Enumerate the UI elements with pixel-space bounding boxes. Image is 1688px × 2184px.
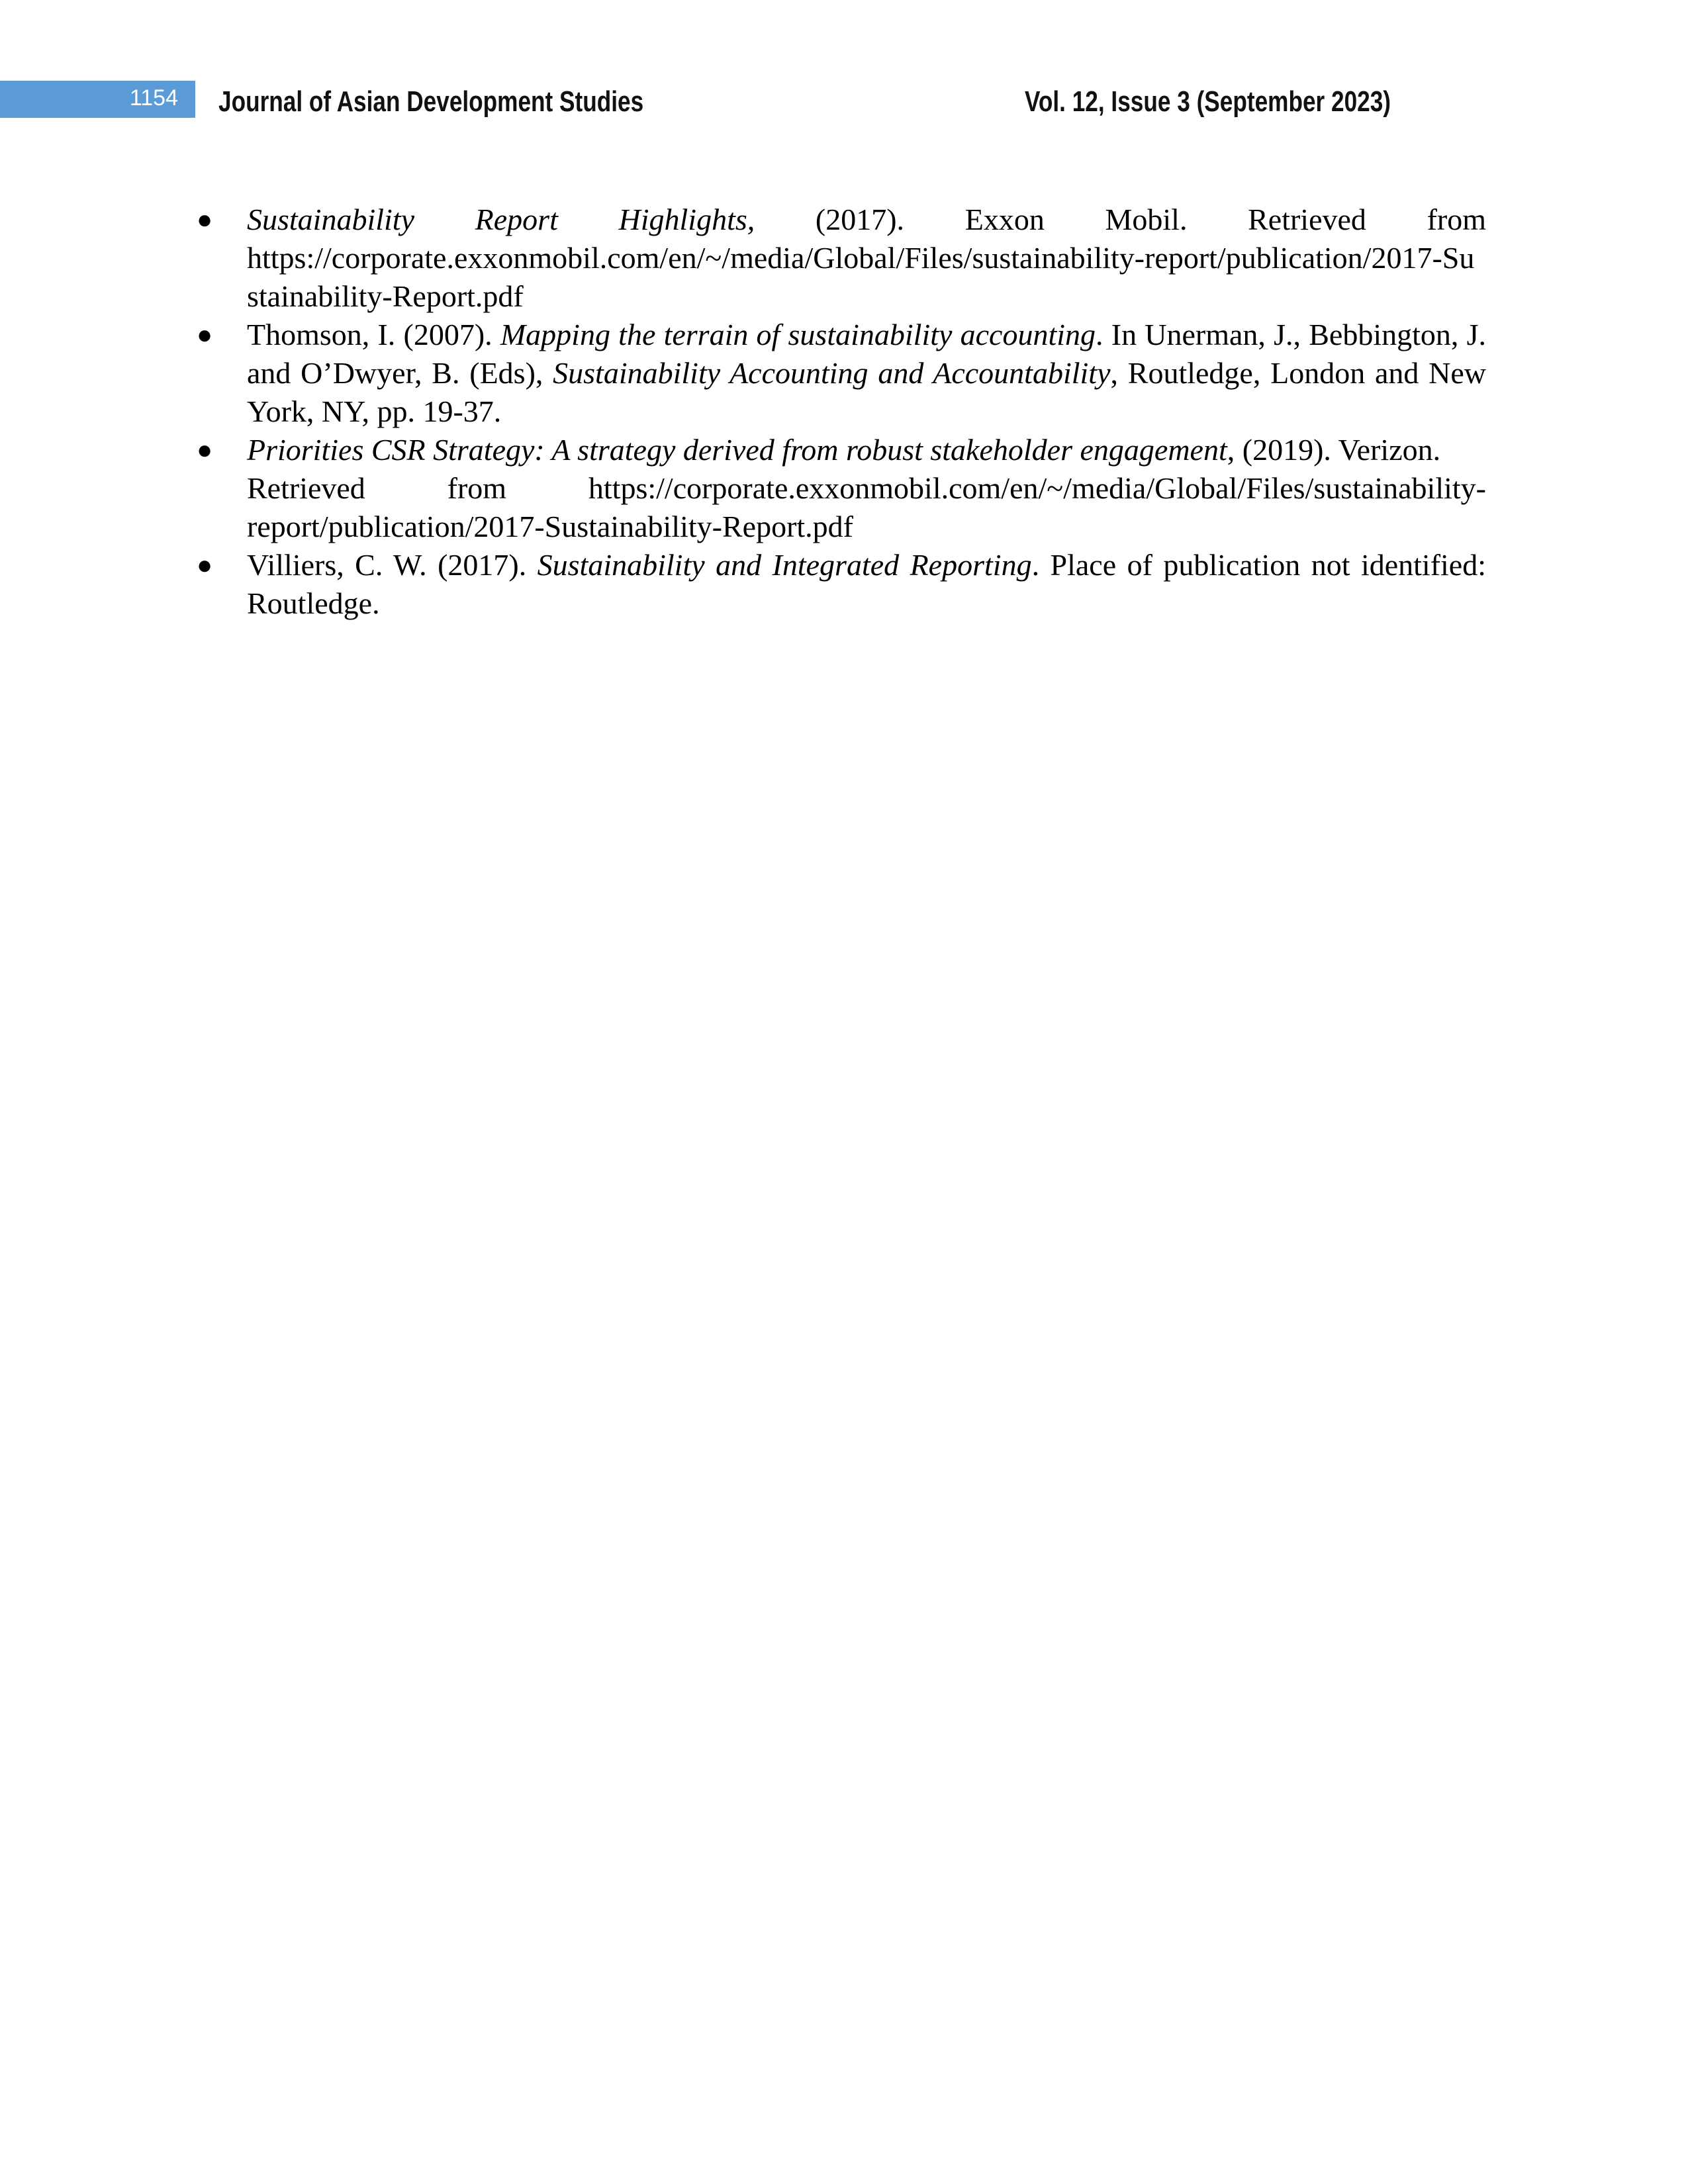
reference-title: Sustainability Report Highlights, — [247, 203, 755, 236]
reference-authors: Villiers, C. W. (2017). — [247, 548, 538, 582]
reference-retrieved[interactable]: Retrieved from https://corporate.exxonmobil.com/en/~/media/Global/Files/sustainability- — [247, 471, 1486, 505]
reference-url-line — [247, 508, 1486, 546]
reference-url-line — [247, 239, 1486, 316]
reference-item — [197, 546, 1486, 623]
reference-authors: Thomson, I. (2007). — [247, 318, 500, 351]
reference-item — [197, 316, 1487, 431]
reference-line — [247, 201, 1486, 239]
reference-details: . In Unerman, J., Bebbington, J. and O’Dwyer, B. (Eds), — [247, 318, 1487, 390]
reference-book-title: Sustainability Accounting and Accountability — [553, 356, 1111, 390]
reference-line — [247, 431, 1486, 469]
reference-list — [197, 201, 1487, 623]
bullet-icon: ● — [197, 205, 213, 234]
page-number-tab — [0, 81, 195, 118]
page-number: 1154 — [129, 85, 178, 111]
issue-info: Vol. 12, Issue 3 (September 2023) — [1025, 85, 1391, 118]
reference-retrieved-line — [247, 469, 1486, 508]
reference-title: Sustainability and Integrated Reporting — [537, 548, 1032, 582]
reference-details: (2017). Exxon Mobil. Retrieved from — [755, 203, 1486, 236]
reference-url[interactable]: https://corporate.exxonmobil.com/en/~/media/Global/Files/sustainability-report/publication/2017-Sustainability-Report.pdf — [247, 241, 1475, 313]
reference-line — [247, 546, 1486, 623]
reference-publisher: , Routledge, London and New York, NY, pp. 19-37. — [247, 356, 1486, 428]
reference-details: , (2019). Verizon. — [1227, 433, 1441, 467]
reference-details: . Place of publication not identified: Routledge. — [247, 548, 1486, 620]
reference-title: Mapping the terrain of sustainability accounting — [500, 318, 1096, 351]
reference-item — [197, 201, 1486, 316]
reference-line — [247, 316, 1486, 431]
reference-title: Priorities CSR Strategy: A strategy derived from robust stakeholder engagement — [247, 433, 1227, 467]
bullet-icon: ● — [197, 320, 213, 349]
reference-item — [197, 431, 1486, 546]
bullet-icon: ● — [197, 435, 213, 465]
bullet-icon: ● — [197, 550, 213, 580]
reference-url[interactable]: report/publication/2017-Sustainability-Report.pdf — [247, 510, 854, 543]
journal-title: Journal of Asian Development Studies — [218, 85, 644, 118]
